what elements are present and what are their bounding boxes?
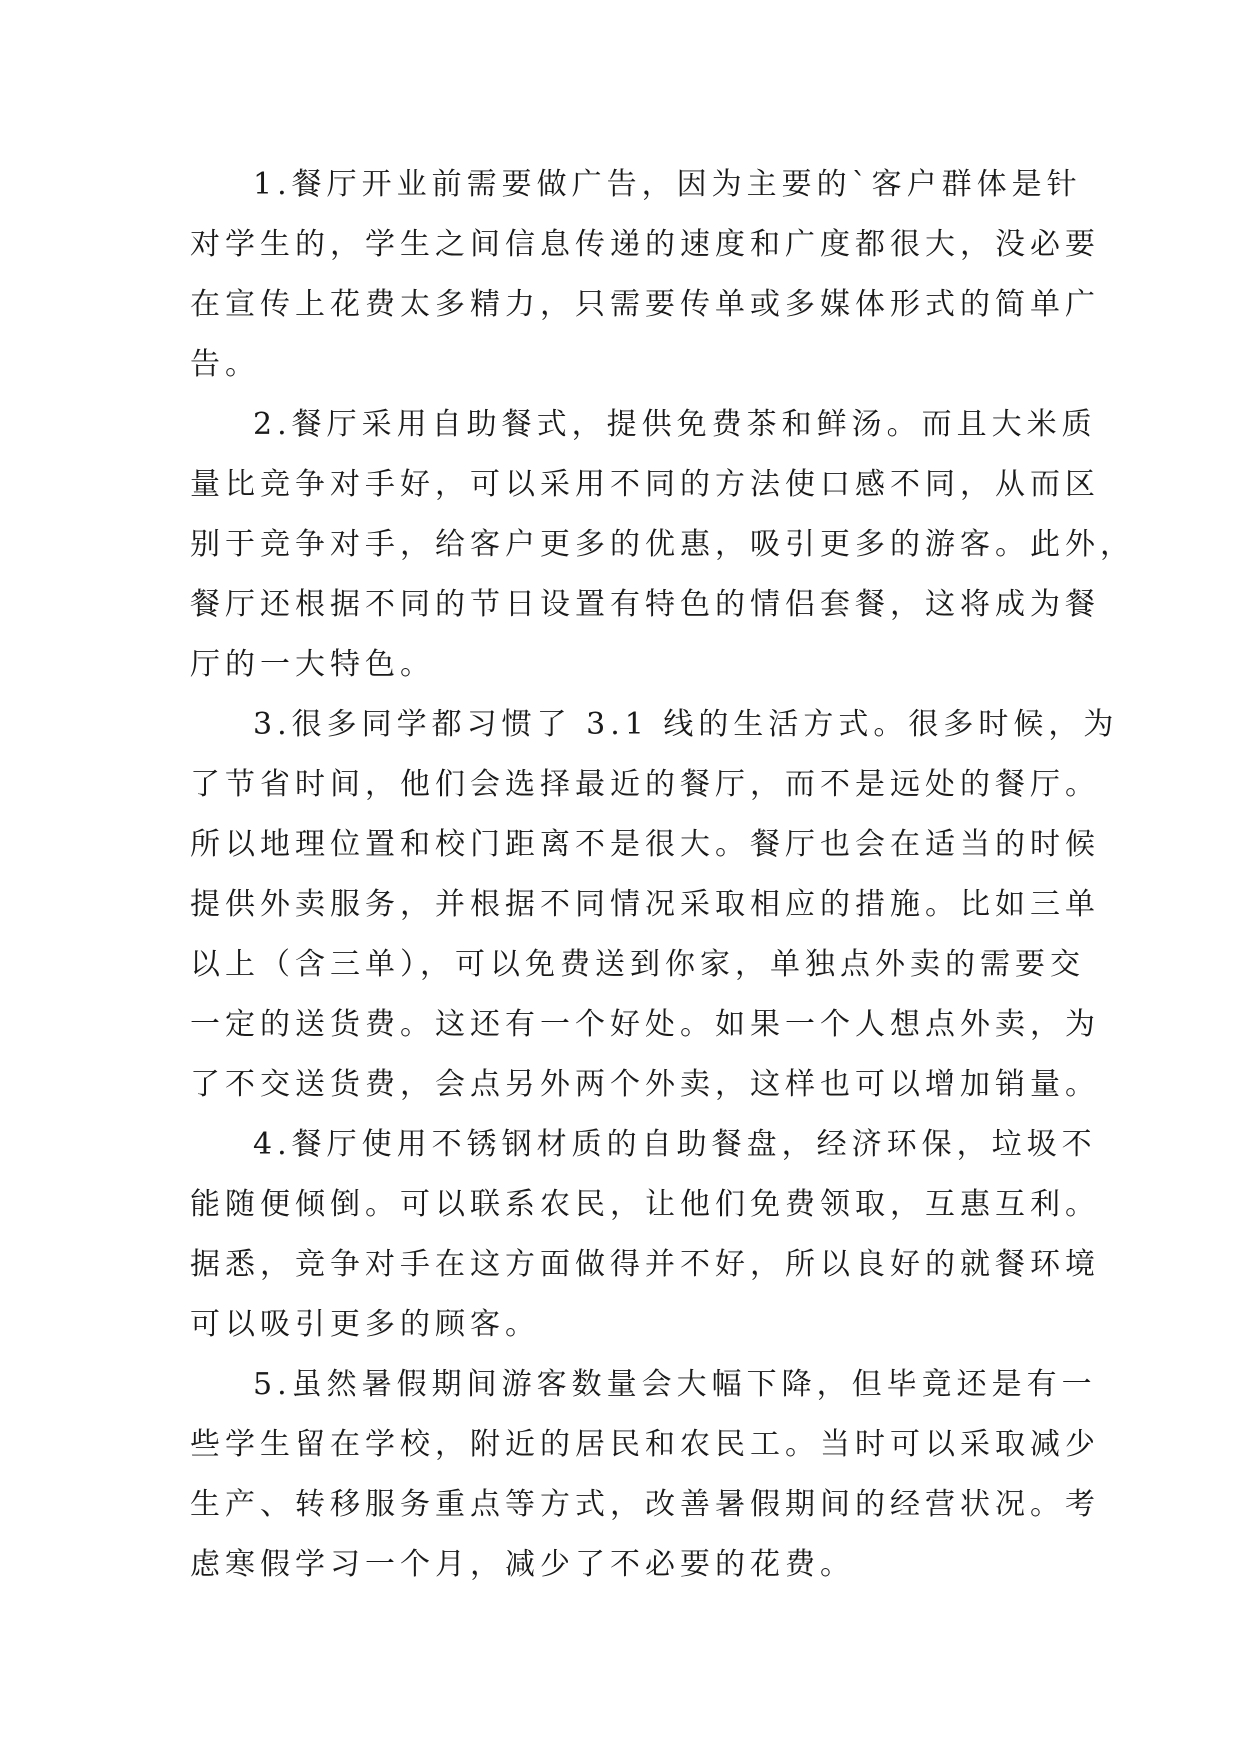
paragraph-line: 1.餐厅开业前需要做广告，因为主要的`客户群体是针 [253,167,1082,202]
paragraph-line: 能随便倾倒。可以联系农民，让他们免费领取，互惠互利。 [190,1187,1100,1222]
paragraph-2 [190,395,1135,695]
paragraph-line: 提供外卖服务，并根据不同情况采取相应的措施。比如三单 [190,887,1100,922]
paragraph-line: 厅的一大特色。 [190,647,435,682]
paragraph-line: 据悉，竞争对手在这方面做得并不好，所以良好的就餐环境 [190,1247,1100,1282]
paragraph-line: 告。 [190,347,260,382]
paragraph-line: 所以地理位置和校门距离不是很大。餐厅也会在适当的时候 [190,827,1100,862]
paragraph-line: 可以吸引更多的顾客。 [190,1307,540,1342]
paragraph-line: 3.很多同学都习惯了 3.1 线的生活方式。很多时候，为 [253,707,1119,742]
paragraph-1 [190,155,1100,395]
paragraph-line: 4.餐厅使用不锈钢材质的自助餐盘，经济环保，垃圾不 [253,1127,1097,1162]
paragraph-line: 生产、转移服务重点等方式，改善暑假期间的经营状况。考 [190,1487,1100,1522]
paragraph-5 [190,1355,1100,1595]
paragraph-3 [190,695,1119,1115]
paragraph-line: 虑寒假学习一个月，减少了不必要的花费。 [190,1547,855,1582]
paragraph-line: 量比竞争对手好，可以采用不同的方法使口感不同，从而区 [190,467,1100,502]
paragraph-line: 5.虽然暑假期间游客数量会大幅下降，但毕竟还是有一 [253,1367,1097,1402]
paragraph-4 [190,1115,1100,1355]
paragraph-line: 在宣传上花费太多精力，只需要传单或多媒体形式的简单广 [190,287,1100,322]
paragraph-line: 别于竞争对手，给客户更多的优惠，吸引更多的游客。此外， [190,527,1135,562]
paragraph-line: 以上（含三单），可以免费送到你家，单独点外卖的需要交 [190,947,1085,982]
paragraph-line: 对学生的，学生之间信息传递的速度和广度都很大，没必要 [190,227,1100,262]
paragraph-line: 些学生留在学校，附近的居民和农民工。当时可以采取减少 [190,1427,1100,1462]
paragraph-line: 2.餐厅采用自助餐式，提供免费茶和鲜汤。而且大米质 [253,407,1097,442]
paragraph-line: 一定的送货费。这还有一个好处。如果一个人想点外卖，为 [190,1007,1100,1042]
paragraph-line: 了不交送货费，会点另外两个外卖，这样也可以增加销量。 [190,1067,1100,1102]
document-body [190,155,1135,1595]
paragraph-line: 餐厅还根据不同的节日设置有特色的情侣套餐，这将成为餐 [190,587,1100,622]
paragraph-line: 了节省时间，他们会选择最近的餐厅，而不是远处的餐厅。 [190,767,1100,802]
